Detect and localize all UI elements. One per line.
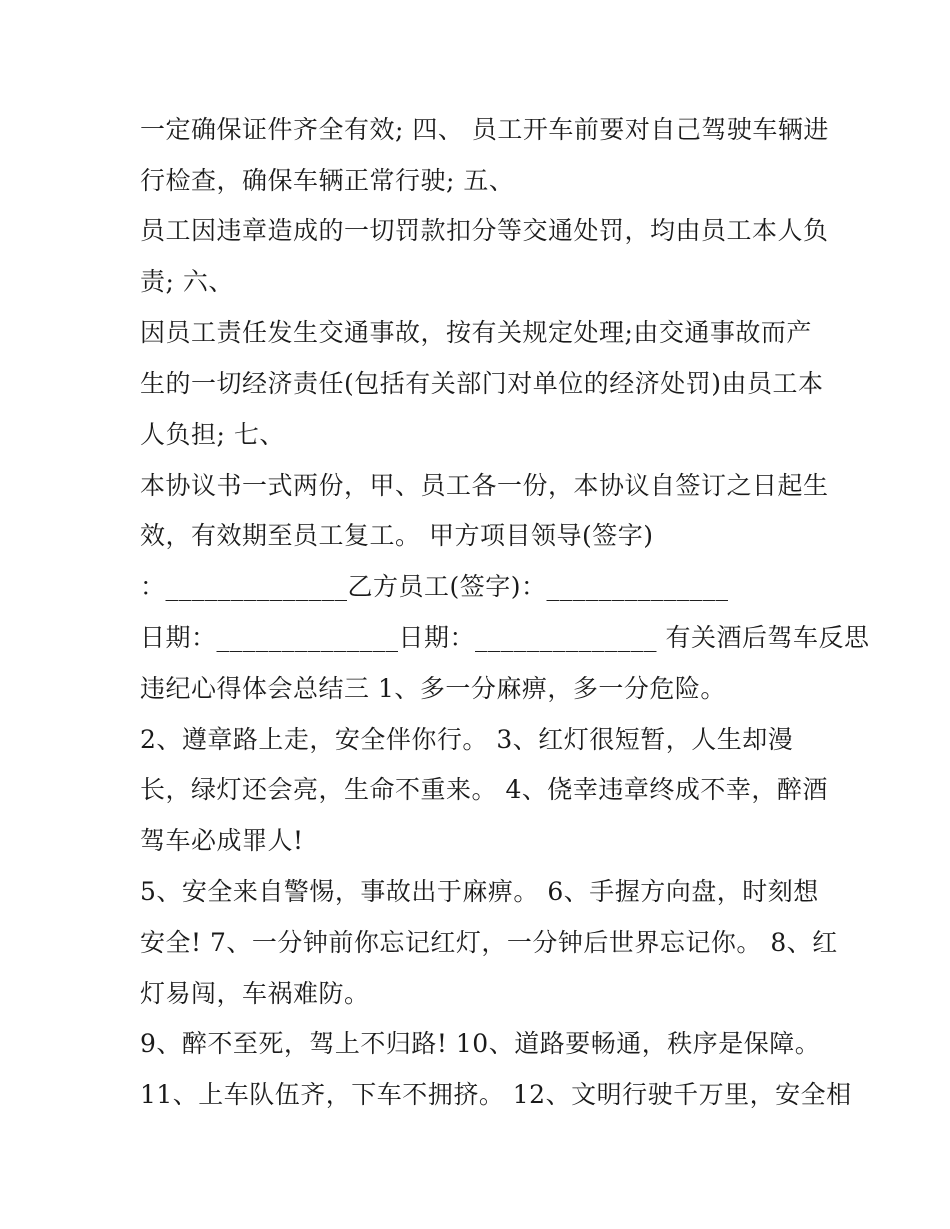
text-line: 2、遵章路上走，安全伴你行。 3、红灯很短暂，人生却漫 [140,725,794,754]
text-line: 员工因违章造成的一切罚款扣分等交通处罚，均由员工本人负 [140,216,829,245]
text-line: 驾车必成罪人! [140,826,304,855]
text-line: 违纪心得体会总结三 1、多一分麻痹，多一分危险。 [140,674,726,703]
text-line: 11、上车队伍齐，下车不拥挤。 12、文明行驶千万里，安全相 [140,1080,852,1109]
text-line: 本协议书一式两份，甲、员工各一份，本协议自签订之日起生 [140,471,829,500]
signature-line: ：______________乙方员工(签字)：______________ [140,572,729,601]
text-line: 效，有效期至员工复工。 甲方项目领导(签字) [140,521,654,550]
text-line: 长，绿灯还会亮，生命不重来。 4、侥幸违章终成不幸，醉酒 [140,775,828,804]
text-line: 生的一切经济责任(包括有关部门对单位的经济处罚)由员工本 [140,369,824,398]
text-line: 灯易闯，车祸难防。 [140,979,370,1008]
text-line: 9、醉不至死，驾上不归路! 10、道路要畅通，秩序是保障。 [140,1029,821,1058]
text-line: 一定确保证件齐全有效; 四、 员工开车前要对自己驾驶车辆进 [140,115,829,144]
text-line: 5、安全来自警惕，事故出于麻痹。 6、手握方向盘，时刻想 [140,877,819,906]
text-line: 人负担; 七、 [140,420,285,449]
text-line: 安全! 7、一分钟前你忘记红灯，一分钟后世界忘记你。 8、红 [140,928,838,957]
text-line: 责; 六、 [140,267,234,296]
date-line: 日期：______________日期：______________ 有关酒后驾车反思 [140,623,870,652]
text-line: 因员工责任发生交通事故，按有关规定处理;由交通事故而产 [140,318,812,347]
text-line: 行检查，确保车辆正常行驶; 五、 [140,166,515,195]
